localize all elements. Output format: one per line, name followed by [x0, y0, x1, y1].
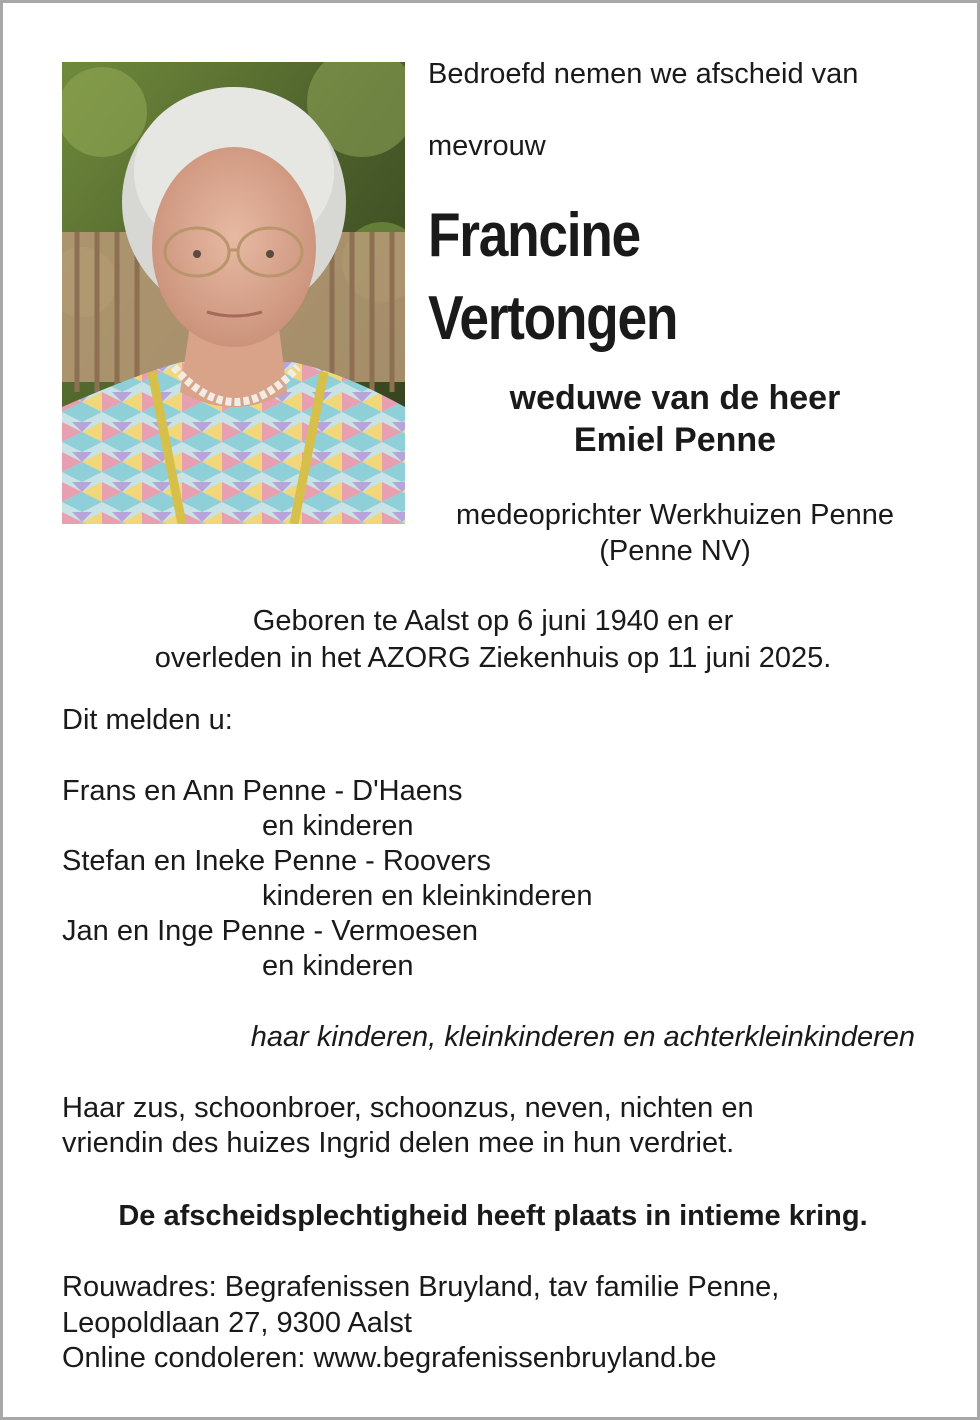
- family-names: Stefan en Ineke Penne - Roovers: [62, 845, 491, 877]
- family-sub: kinderen en kleinkinderen: [262, 880, 593, 912]
- husband-name: Emiel Penne: [573, 421, 777, 459]
- role-block: [421, 497, 929, 569]
- title-text: mevrouw: [428, 130, 546, 162]
- address-line-2: Leopoldlaan 27, 9300 Aalst: [62, 1307, 412, 1339]
- relatives-line-1: Haar zus, schoonbroer, schoonzus, neven, nichten en: [62, 1092, 754, 1124]
- widow-line: weduwe van de heer: [509, 379, 841, 417]
- role-line-2: (Penne NV): [599, 535, 751, 567]
- family-names: Jan en Inge Penne - Vermoesen: [62, 915, 478, 947]
- intro-text: Bedroefd nemen we afscheid van: [428, 58, 859, 90]
- family-sub: en kinderen: [262, 810, 414, 842]
- relatives-line-2: vriendin des huizes Ingrid delen mee in hun verdriet.: [62, 1127, 735, 1159]
- family-sub: en kinderen: [262, 950, 414, 982]
- deceased-last-name: Vertongen: [428, 284, 678, 353]
- address-line-1: Rouwadres: Begrafenissen Bruyland, tav familie Penne,: [62, 1271, 780, 1303]
- online-condolences: Online condoleren: www.begrafenissenbruyland.be: [62, 1342, 717, 1374]
- birth-line-2: overleden in het AZORG Ziekenhuis op 11 juni 2025.: [154, 642, 832, 674]
- portrait-photo: [62, 62, 405, 524]
- grandchildren-line: haar kinderen, kleinkinderen en achterkleinkinderen: [250, 1021, 915, 1053]
- birth-line-1: Geboren te Aalst op 6 juni 1940 en er: [252, 605, 734, 637]
- ceremony-line: De afscheidsplechtigheid heeft plaats in intieme kring.: [118, 1200, 868, 1232]
- role-line-1: medeoprichter Werkhuizen Penne: [456, 499, 894, 531]
- spouse-block: [421, 377, 929, 461]
- birth-death-block: [3, 603, 980, 677]
- family-names: Frans en Ann Penne - D'Haens: [62, 775, 463, 807]
- announce-text: Dit melden u:: [62, 704, 233, 736]
- deceased-first-name: Francine: [428, 201, 640, 270]
